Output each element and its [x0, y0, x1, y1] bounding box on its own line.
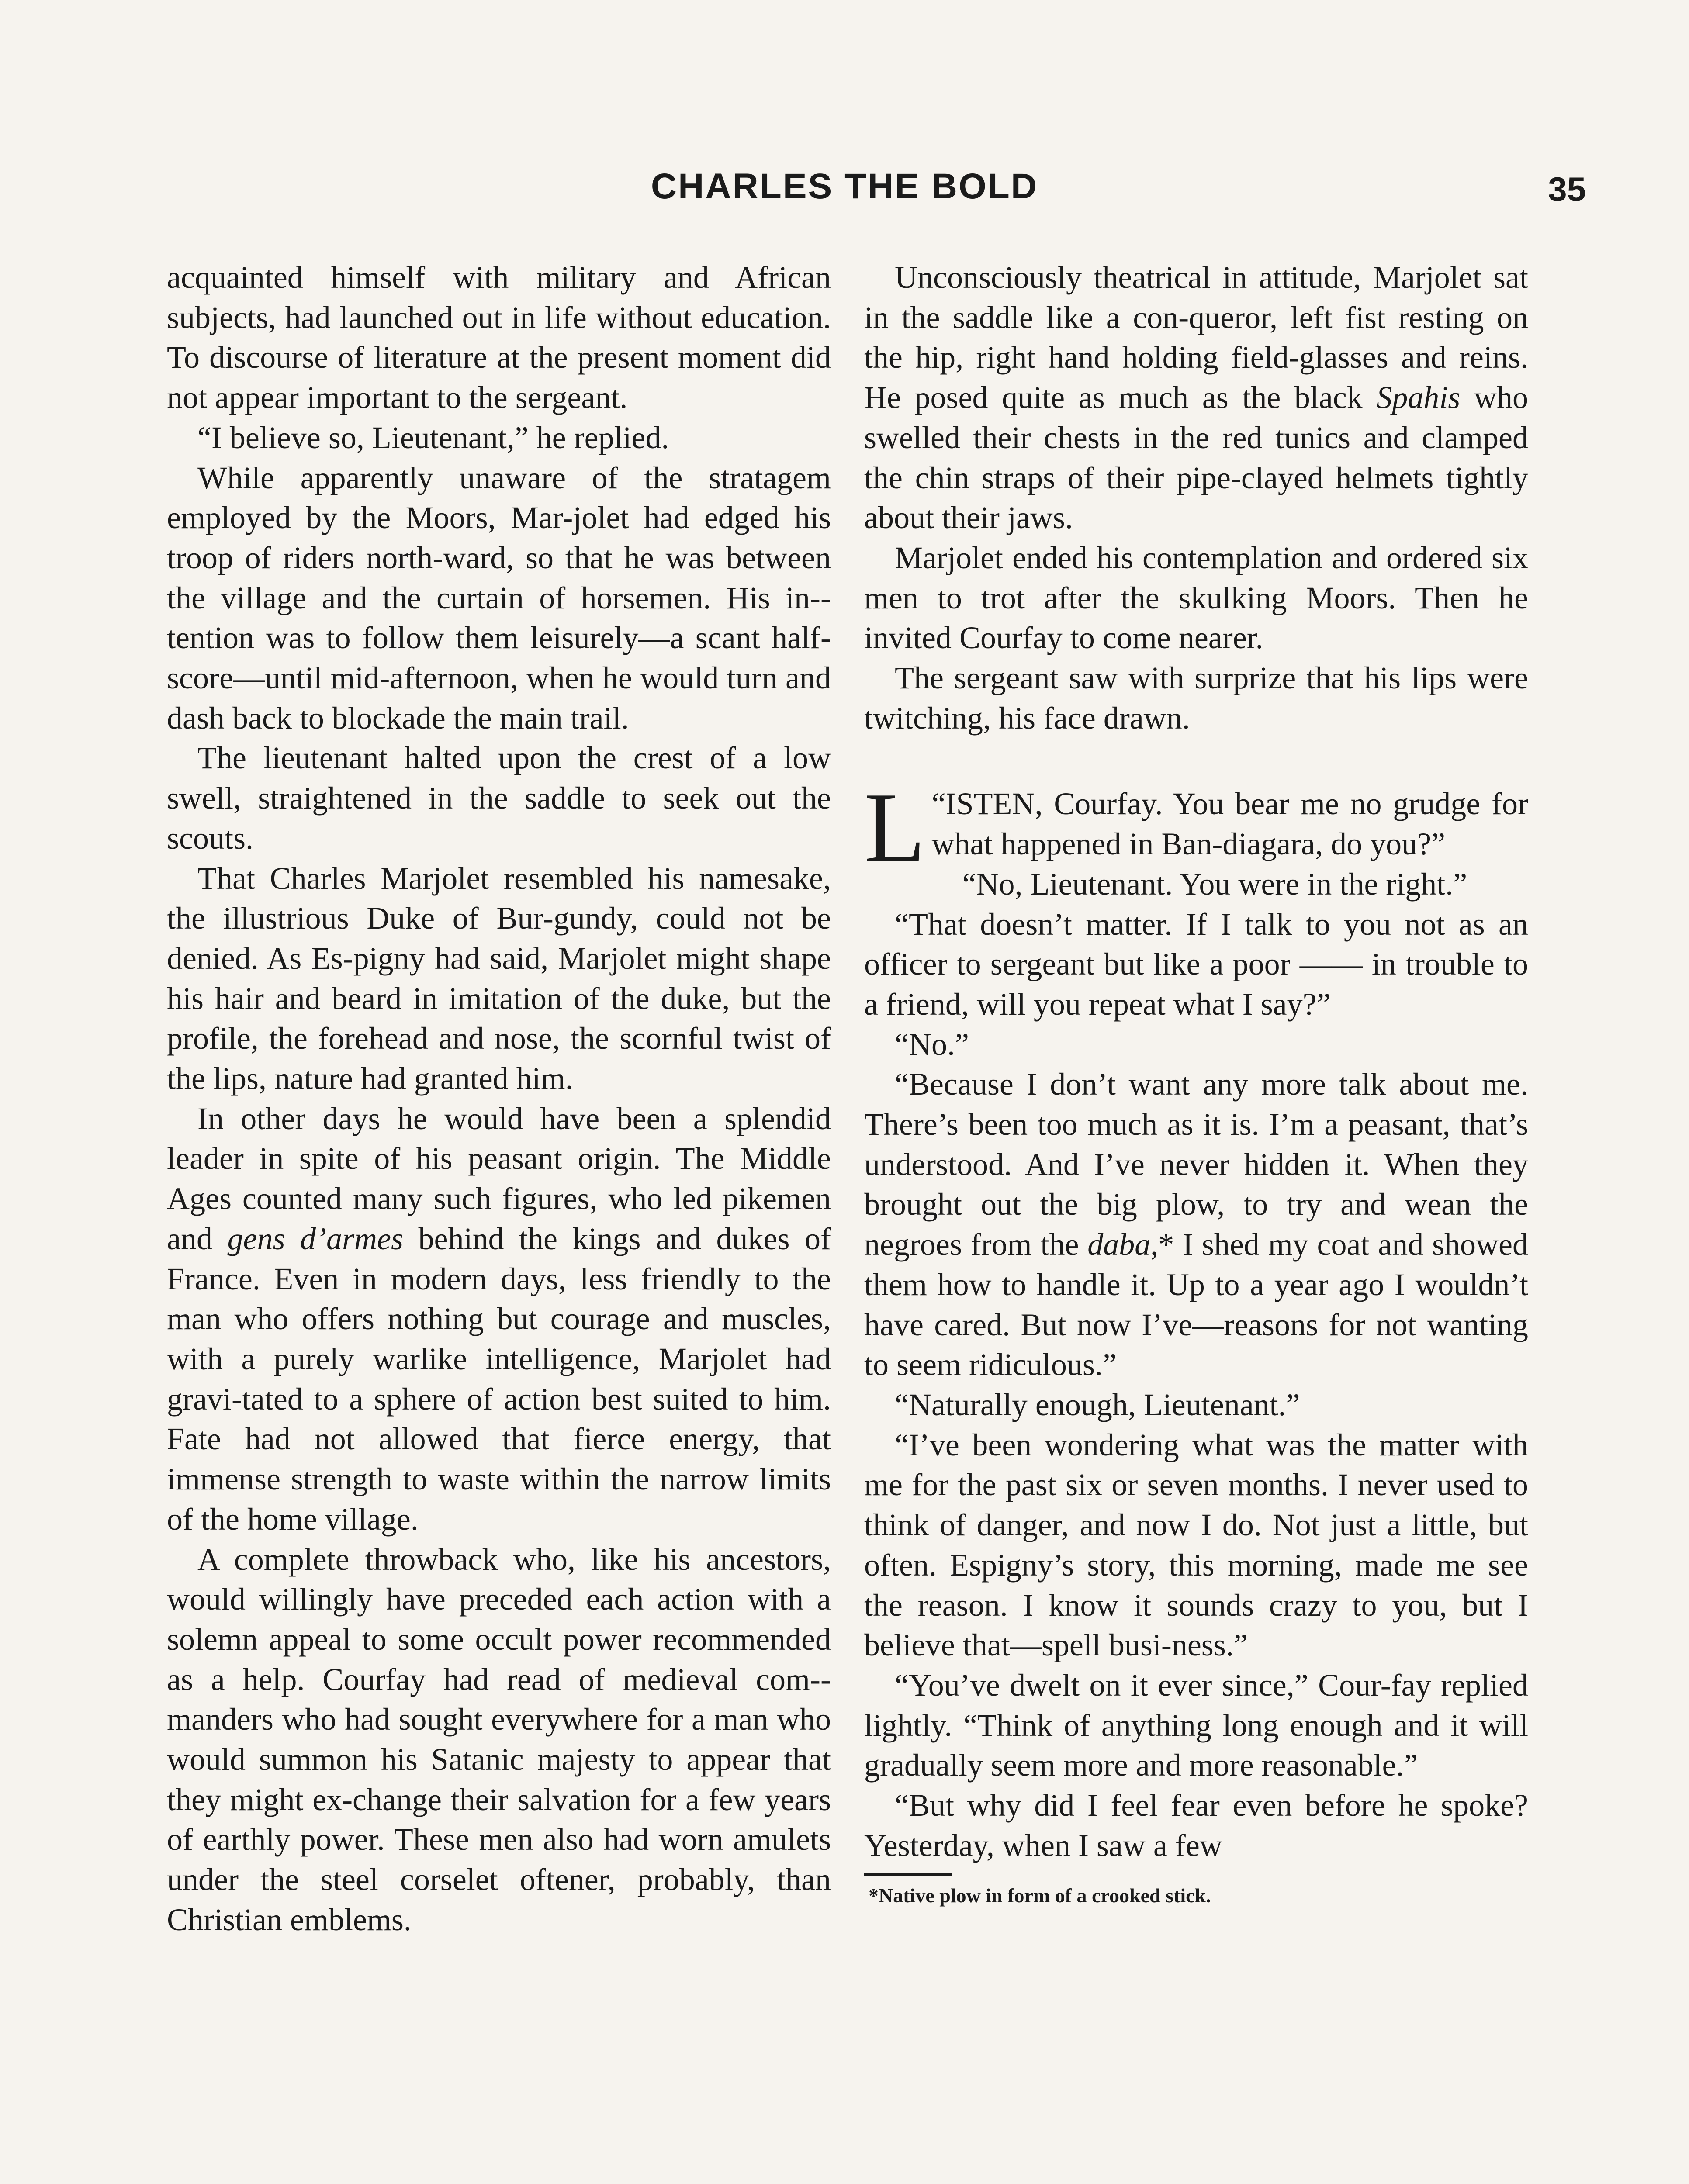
footnote: *Native plow in form of a crooked stick. — [869, 1884, 1211, 1907]
running-head-title: CHARLES THE BOLD — [651, 166, 1038, 206]
right-column-dialogue-paragraphs — [864, 864, 1528, 1866]
paragraph: A complete throwback who, like his ancestors, would willingly have preceded each action with a solemn appeal to some occult power recommended as a help. Courfay had read of medieval com-manders who had sought everywhere for a man who would summon his Satanic majesty to appear that they might ex-change their salvation for a few years of earthly power. These men also had worn amulets under the steel corselet oftener, probably, than Christian emblems. — [167, 1541, 831, 1937]
section-break — [864, 738, 1528, 784]
left-text-column — [167, 258, 831, 1940]
footnote-rule — [864, 1873, 952, 1876]
paragraph: “You’ve dwelt on it ever since,” Cour-fay replied lightly. “Think of anything long enough and it will gradually seem more and more reasonable.” — [864, 1667, 1528, 1783]
opening-quote-mark: “ — [931, 786, 946, 822]
right-column-opening-paragraphs — [864, 258, 1528, 738]
paragraph: Unconsciously theatrical in attitude, Marjolet sat in the saddle like a con-queror, left fist resting on the hip, right hand holding field-glasses and reins. He posed quite as much as the black Spahis who swelled their chests in the red tunics and clamped the chin straps of their pipe-clayed helmets tightly about their jaws. — [864, 260, 1529, 536]
paragraph: “I’ve been wondering what was the matter with me for the past six or seven months. I never used to think of danger, and now I do. Not just a little, but often. Espigny’s story, this morning, made me see the reason. I know it sounds crazy to you, but I believe that—spell busi-ness.” — [864, 1427, 1528, 1663]
paragraph: “But why did I feel fear even before he spoke? Yesterday, when I saw a few — [864, 1788, 1528, 1863]
drop-cap-letter: L — [864, 772, 926, 884]
paragraph: “I believe so, Lieutenant,” he replied. — [197, 420, 669, 455]
paragraph: While apparently unaware of the stratagem employed by the Moors, Mar-jolet had edged his troop of riders north-ward, so that he was between the village and the curtain of horsemen. His in-tention was to follow them leisurely—a scant half-score—until mid-afternoon, when he would turn and dash back to blockade the main trail. — [167, 460, 831, 736]
paragraph: That Charles Marjolet resembled his namesake, the illustrious Duke of Bur-gundy, could not be denied. As Es-pigny had said, Marjolet might shape his hair and beard in imitation of the duke, but the profile, the forehead and nose, the scornful twist of the lips, nature had granted him. — [167, 860, 831, 1096]
paragraph: The lieutenant halted upon the crest of a low swell, straightened in the saddle to seek out the scouts. — [167, 740, 831, 856]
paragraph: “That doesn’t matter. If I talk to you not as an officer to sergeant but like a poor —— in trouble to a friend, will you repeat what I say?” — [864, 906, 1528, 1022]
paragraph: “No, Lieutenant. You were in the right.” — [962, 866, 1467, 902]
section-opening-text: ISTEN, Courfay. You bear me no grudge for what happened in Ban-diagara, do you?” — [931, 786, 1528, 862]
right-text-column — [864, 258, 1528, 1909]
paragraph: acquainted himself with military and African subjects, had launched out in life without education. To discourse of literature at the present moment did not appear important to the sergeant. — [167, 260, 831, 415]
paragraph: “No.” — [895, 1026, 969, 1062]
page-number: 35 — [1548, 170, 1586, 208]
paragraph: “Because I don’t want any more talk about me. There’s been too much as it is. I’m a peasant, that’s understood. And I’ve never hidden it. When they brought out the big plow, to try and wean the negroes from the daba,* I shed my coat and showed them how to handle it. Up to a year ago I wouldn’t have cared. But now I’ve—reasons for not wanting to seem ridiculous.” — [864, 1067, 1528, 1382]
paragraph: In other days he would have been a splendid leader in spite of his peasant origin. The Middle Ages counted many such figures, who led pikemen and gens d’armes behind the kings and dukes of France. Even in modern days, less friendly to the man who offers nothing but courage and muscles, with a purely warlike intelligence, Marjolet had gravi-tated to a sphere of action best suited to him. Fate had not allowed that fierce energy, that immense strength to waste within the narrow limits of the home village. — [167, 1101, 831, 1537]
paragraph: “Naturally enough, Lieutenant.” — [895, 1387, 1300, 1422]
paragraph: Marjolet ended his contemplation and ordered six men to trot after the skulking Moors. Then he invited Courfay to come nearer. — [864, 540, 1528, 656]
paragraph: The sergeant saw with surprize that his lips were twitching, his face drawn. — [864, 660, 1528, 736]
